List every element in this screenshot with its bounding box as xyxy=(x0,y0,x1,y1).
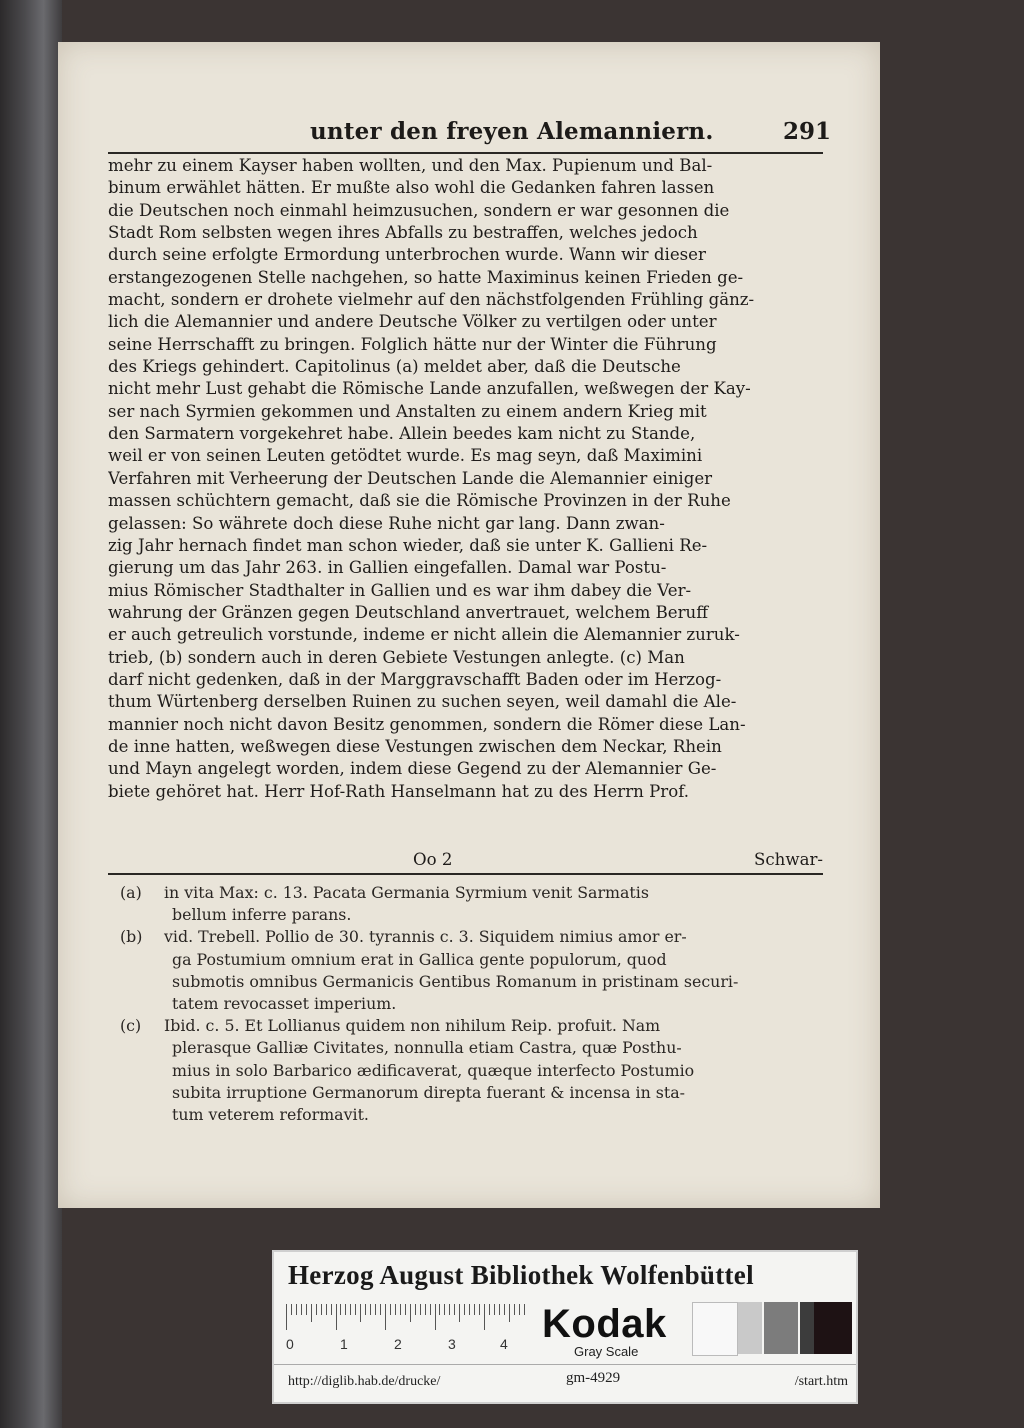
ruler-tick xyxy=(494,1304,495,1315)
footnote-text: tum veterem reformavit. xyxy=(172,1104,369,1124)
text-line: mannier noch nicht davon Besitz genommen, sondern die Römer diese Lan- xyxy=(108,714,746,734)
ruler-tick xyxy=(454,1304,455,1315)
text-line: Verfahren mit Verheerung der Deutschen Lande die Alemannier einiger xyxy=(108,468,713,488)
ruler-tick xyxy=(385,1304,386,1330)
footnote-line xyxy=(120,1060,825,1082)
footnotes xyxy=(120,882,825,1126)
text-line: er auch getreulich vorstunde, indeme er nicht allein die Alemannier zuruk- xyxy=(108,625,740,645)
footnote-marker: (b) xyxy=(120,927,143,947)
ruler-tick xyxy=(326,1304,327,1315)
footnote-text: mius in solo Barbarico ædificaverat, quæque interfecto Postumio xyxy=(172,1060,695,1080)
text-line: die Deutschen noch einmahl heimzusuchen, sondern er war gesonnen die xyxy=(108,200,730,220)
text-line: den Sarmatern vorgekehret habe. Allein beedes kam nicht zu Stande, xyxy=(108,424,696,444)
text-line: Stadt Rom selbsten wegen ihres Abfalls zu bestraffen, welches jedoch xyxy=(108,223,698,243)
footnote-text: submotis omnibus Germanicis Gentibus Romanum in pristinam securi- xyxy=(172,971,739,991)
signature-line xyxy=(108,850,823,872)
book-page xyxy=(58,42,880,1208)
ruler-tick xyxy=(400,1304,401,1315)
scale-ruler xyxy=(286,1304,526,1332)
text-line: darf nicht gedenken, daß in der Marggravschafft Baden oder im Herzog- xyxy=(108,669,722,689)
ruler-tick xyxy=(291,1304,292,1315)
ruler-tick xyxy=(514,1304,515,1315)
ruler-tick xyxy=(390,1304,391,1315)
footnote-rule xyxy=(108,873,823,875)
text-line: ser nach Syrmien gekommen und Anstalten zu einem andern Krieg mit xyxy=(108,401,707,421)
footnote-line xyxy=(120,1104,825,1126)
ruler-tick xyxy=(484,1304,485,1330)
ruler-tick xyxy=(430,1304,431,1315)
ruler-tick xyxy=(370,1304,371,1315)
text-line: massen schüchtern gemacht, daß sie die Römische Provinzen in der Ruhe xyxy=(108,491,731,511)
ruler-tick xyxy=(375,1304,376,1315)
ruler-tick xyxy=(504,1304,505,1315)
ruler-tick xyxy=(395,1304,396,1315)
ruler-tick xyxy=(464,1304,465,1315)
text-line: mehr zu einem Kayser haben wollten, und den Max. Pupienum und Bal- xyxy=(108,156,713,175)
footnote-line xyxy=(120,1037,825,1059)
ruler-tick xyxy=(286,1304,287,1330)
footnote-text: subita irruptione Germanorum direpta fuerant & incensa in sta- xyxy=(172,1082,685,1102)
ruler-tick xyxy=(410,1304,411,1322)
ruler-tick xyxy=(415,1304,416,1315)
footnote-line xyxy=(120,993,825,1015)
footnote-text: in vita Max: c. 13. Pacata Germania Syrmium venit Sarmatis xyxy=(164,883,649,902)
ruler-tick xyxy=(311,1304,312,1322)
text-line: weil er von seinen Leuten getödtet wurde. Es mag seyn, daß Maximini xyxy=(108,446,703,466)
footnote-line xyxy=(120,1015,825,1037)
card-start: /start.htm xyxy=(794,1374,848,1389)
ruler-tick xyxy=(365,1304,366,1315)
card-id: gm-4929 xyxy=(566,1370,621,1386)
footnote-text: plerasque Galliæ Civitates, nonnulla etiam Castra, quæ Posthu- xyxy=(172,1038,682,1058)
body-text xyxy=(108,155,823,803)
text-line: erstangezogenen Stelle nachgehen, so hatte Maximinus keinen Frieden ge- xyxy=(108,267,744,287)
gray-patch-black xyxy=(814,1302,852,1354)
ruler-tick xyxy=(380,1304,381,1315)
text-line: wahrung der Gränzen gegen Deutschland anvertrauet, welchem Beruff xyxy=(108,602,709,622)
ruler-number: 0 xyxy=(286,1336,294,1352)
card-title: Herzog August Bibliothek Wolfenbüttel xyxy=(288,1260,754,1290)
ruler-tick xyxy=(420,1304,421,1315)
ruler-tick xyxy=(316,1304,317,1315)
ruler-tick xyxy=(331,1304,332,1315)
text-line: zig Jahr hernach findet man schon wieder, daß sie unter K. Gallieni Re- xyxy=(108,535,708,555)
text-line: gelassen: So währete doch diese Ruhe nicht gar lang. Dann zwan- xyxy=(108,513,665,533)
footnote-line xyxy=(120,882,825,904)
text-line: mius Römischer Stadthalter in Gallien und es war ihm dabey die Ver- xyxy=(108,580,692,600)
ruler-tick xyxy=(479,1304,480,1315)
grayscale-label: Gray Scale xyxy=(574,1344,639,1359)
ruler-tick xyxy=(489,1304,490,1315)
kodak-logo: Kodak xyxy=(542,1302,667,1346)
gray-patch-light xyxy=(738,1302,762,1354)
ruler-tick xyxy=(449,1304,450,1315)
text-line: trieb, (b) sondern auch in deren Gebiete Vestungen anlegte. (c) Man xyxy=(108,647,685,667)
ruler-tick xyxy=(340,1304,341,1315)
page-number: 291 xyxy=(783,118,832,145)
ruler-tick xyxy=(350,1304,351,1315)
ruler-tick xyxy=(499,1304,500,1315)
text-line: nicht mehr Lust gehabt die Römische Lande anzufallen, weßwegen der Kay- xyxy=(108,379,751,399)
text-line: lich die Alemannier und andere Deutsche Völker zu vertilgen oder unter xyxy=(108,312,717,332)
ruler-number: 3 xyxy=(448,1336,456,1352)
ruler-number: 1 xyxy=(340,1336,348,1352)
book-edge xyxy=(0,0,62,1428)
text-line: und Mayn angelegt worden, indem diese Gegend zu der Alemannier Ge- xyxy=(108,759,717,779)
text-line: thum Würtenberg derselben Ruinen zu suchen seyen, weil damahl die Ale- xyxy=(108,692,737,712)
card-divider xyxy=(274,1364,856,1365)
ruler-tick xyxy=(355,1304,356,1315)
ruler-tick xyxy=(444,1304,445,1315)
signature-mark: Oo 2 xyxy=(413,850,453,869)
card-url: http://diglib.hab.de/drucke/ xyxy=(288,1374,441,1389)
gray-patch-white xyxy=(692,1302,738,1356)
text-line: gierung um das Jahr 263. in Gallien eingefallen. Damal war Postu- xyxy=(108,558,667,578)
footnote-text: Ibid. c. 5. Et Lollianus quidem non nihilum Reip. profuit. Nam xyxy=(164,1016,661,1036)
footnote-line xyxy=(120,904,825,926)
ruler-number: 4 xyxy=(500,1336,508,1352)
catchword: Schwar- xyxy=(754,850,823,869)
ruler-tick xyxy=(425,1304,426,1315)
header-rule xyxy=(108,152,823,154)
ruler-tick xyxy=(321,1304,322,1315)
ruler-number: 2 xyxy=(394,1336,402,1352)
text-line: de inne hatten, weßwegen diese Vestungen zwischen dem Neckar, Rhein xyxy=(108,736,722,756)
footnote-text: vid. Trebell. Pollio de 30. tyrannis c. 3. Siquidem nimius amor er- xyxy=(164,927,687,947)
ruler-tick xyxy=(301,1304,302,1315)
ruler-tick xyxy=(296,1304,297,1315)
gray-patch-mid xyxy=(764,1302,798,1354)
text-line: durch seine erfolgte Ermordung unterbrochen wurde. Wann wir dieser xyxy=(108,245,706,265)
footnote-text: ga Postumium omnium erat in Gallica gente populorum, quod xyxy=(172,949,667,969)
ruler-tick xyxy=(509,1304,510,1322)
library-target-card xyxy=(272,1250,858,1404)
ruler-tick xyxy=(524,1304,525,1315)
ruler-tick xyxy=(474,1304,475,1315)
ruler-tick xyxy=(459,1304,460,1322)
footnote-line xyxy=(120,971,825,993)
ruler-tick xyxy=(435,1304,436,1330)
ruler-tick xyxy=(469,1304,470,1315)
ruler-tick xyxy=(519,1304,520,1315)
ruler-tick xyxy=(405,1304,406,1315)
ruler-tick xyxy=(336,1304,337,1330)
footnote-line xyxy=(120,926,825,948)
footnote-marker: (c) xyxy=(120,1016,142,1036)
text-line: binum erwählet hätten. Er mußte also wohl die Gedanken fahren lassen xyxy=(108,178,715,198)
ruler-tick xyxy=(360,1304,361,1322)
ruler-tick xyxy=(345,1304,346,1315)
footnote-text: tatem revocasset imperium. xyxy=(172,993,397,1013)
text-line: seine Herrschafft zu bringen. Folglich hätte nur der Winter die Führung xyxy=(108,334,717,354)
footnote-marker: (a) xyxy=(120,883,142,902)
ruler-tick xyxy=(439,1304,440,1315)
text-line: biete gehöret hat. Herr Hof-Rath Hanselmann hat zu des Herrn Prof. xyxy=(108,781,690,801)
ruler-tick xyxy=(306,1304,307,1315)
running-title: unter den freyen Alemanniern. xyxy=(310,118,714,145)
footnote-line xyxy=(120,1082,825,1104)
running-head xyxy=(58,118,880,154)
footnote-line xyxy=(120,949,825,971)
footnote-text: bellum inferre parans. xyxy=(172,905,352,925)
gray-patch-dark xyxy=(800,1302,814,1354)
text-line: des Kriegs gehindert. Capitolinus (a) meldet aber, daß die Deutsche xyxy=(108,357,681,377)
text-line: macht, sondern er drohete vielmehr auf den nächstfolgenden Frühling gänz- xyxy=(108,290,755,310)
